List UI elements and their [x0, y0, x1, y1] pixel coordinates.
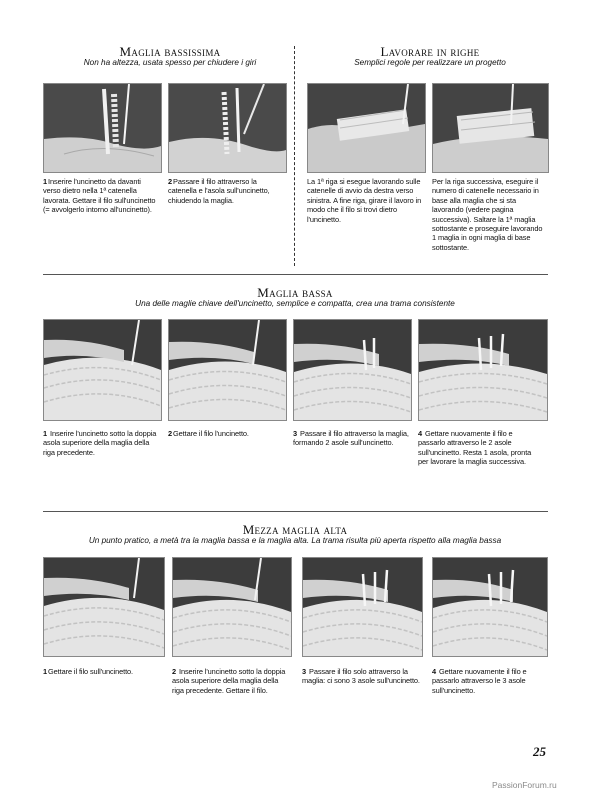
divider-2: [43, 511, 548, 512]
section-title-bassissima: Maglia bassissima: [119, 44, 221, 59]
photo-bassa-1: [43, 319, 162, 421]
section-subtitle-bassa: Una delle maglie chiave dell'uncinetto, semplice e compatta, crea una trama consistente: [135, 299, 455, 308]
section-subtitle-righe: Semplici regole per realizzare un progetto: [354, 58, 506, 67]
section-title-bassa: Maglia bassa: [257, 285, 333, 300]
photo-bassissima-2: [168, 83, 287, 173]
section-subtitle-mezza: Un punto pratico, a metà tra la maglia bassa e la maglia alta. La trama risulta più aperta rispetto alla maglia bassa: [88, 536, 502, 545]
photo-righe-2: [432, 83, 549, 173]
caption-righe-2: Per la riga successiva, eseguire il numero di catenelle necessario in base alla maglia che si sta lavorando (vedere pagina successiva). Saltare la 1ª maglia sottostante e proseguire lavorando 1 maglia in ogni maglia di base sottostante.: [432, 177, 543, 252]
caption-righe-1: La 1ª riga si esegue lavorando sulle catenelle di avvio da destra verso sinistra. A fine riga, girare il lavoro in modo che il filo si trovi dietro l'uncinetto.: [307, 177, 422, 224]
caption-bassa-2: 2Gettare il filo l'uncinetto.: [168, 429, 249, 438]
caption-bassa-3: 3 Passare il filo attraverso la maglia, formando 2 asole sull'uncinetto.: [293, 429, 409, 448]
photo-bassa-2: [168, 319, 287, 421]
column-divider: [294, 46, 295, 266]
page-number: 25: [533, 744, 546, 759]
photo-bassissima-1: [43, 83, 162, 173]
section-title-mezza: Mezza maglia alta: [242, 522, 348, 537]
photo-bassa-4: [418, 319, 548, 421]
photo-mezza-1: [43, 557, 165, 657]
caption-bassissima-2: 2Passare il filo attraverso la catenella e l'asola sull'uncinetto, chiudendo la maglia.: [168, 177, 270, 205]
section-title-righe: Lavorare in righe: [380, 44, 480, 59]
caption-bassa-1: 1 Inserire l'uncinetto sotto la doppia asola superiore della maglia della riga precedente.: [43, 429, 157, 457]
caption-mezza-2: 2 Inserire l'uncinetto sotto la doppia asola superiore della maglia della riga precedente. Gettare il filo.: [172, 667, 286, 695]
photo-mezza-4: [432, 557, 548, 657]
photo-mezza-3: [302, 557, 423, 657]
divider-1: [43, 274, 548, 275]
caption-mezza-3: 3 Passare il filo solo attraverso la maglia: ci sono 3 asole sull'uncinetto.: [302, 667, 420, 686]
caption-mezza-1: 1Gettare il filo sull'uncinetto.: [43, 667, 134, 676]
section-subtitle-bassissima: Non ha altezza, usata spesso per chiudere i giri: [83, 58, 257, 67]
photo-righe-1: [307, 83, 426, 173]
watermark: PassionForum.ru: [492, 780, 557, 790]
caption-bassissima-1: 1Inserire l'uncinetto da davanti verso dietro nella 1ª catenella lavorata. Gettare il filo sull'uncinetto (= avvolgerlo intorno all'uncinetto).: [43, 177, 156, 215]
photo-bassa-3: [293, 319, 412, 421]
photo-mezza-2: [172, 557, 292, 657]
caption-bassa-4: 4 Gettare nuovamente il filo e passarlo attraverso le 2 asole sull'uncinetto. Resta 1 asola, pronta per lavorare la maglia successiva.: [418, 429, 532, 467]
caption-mezza-4: 4 Gettare nuovamente il filo e passarlo attraverso le 3 asole sull'uncinetto.: [432, 667, 527, 695]
